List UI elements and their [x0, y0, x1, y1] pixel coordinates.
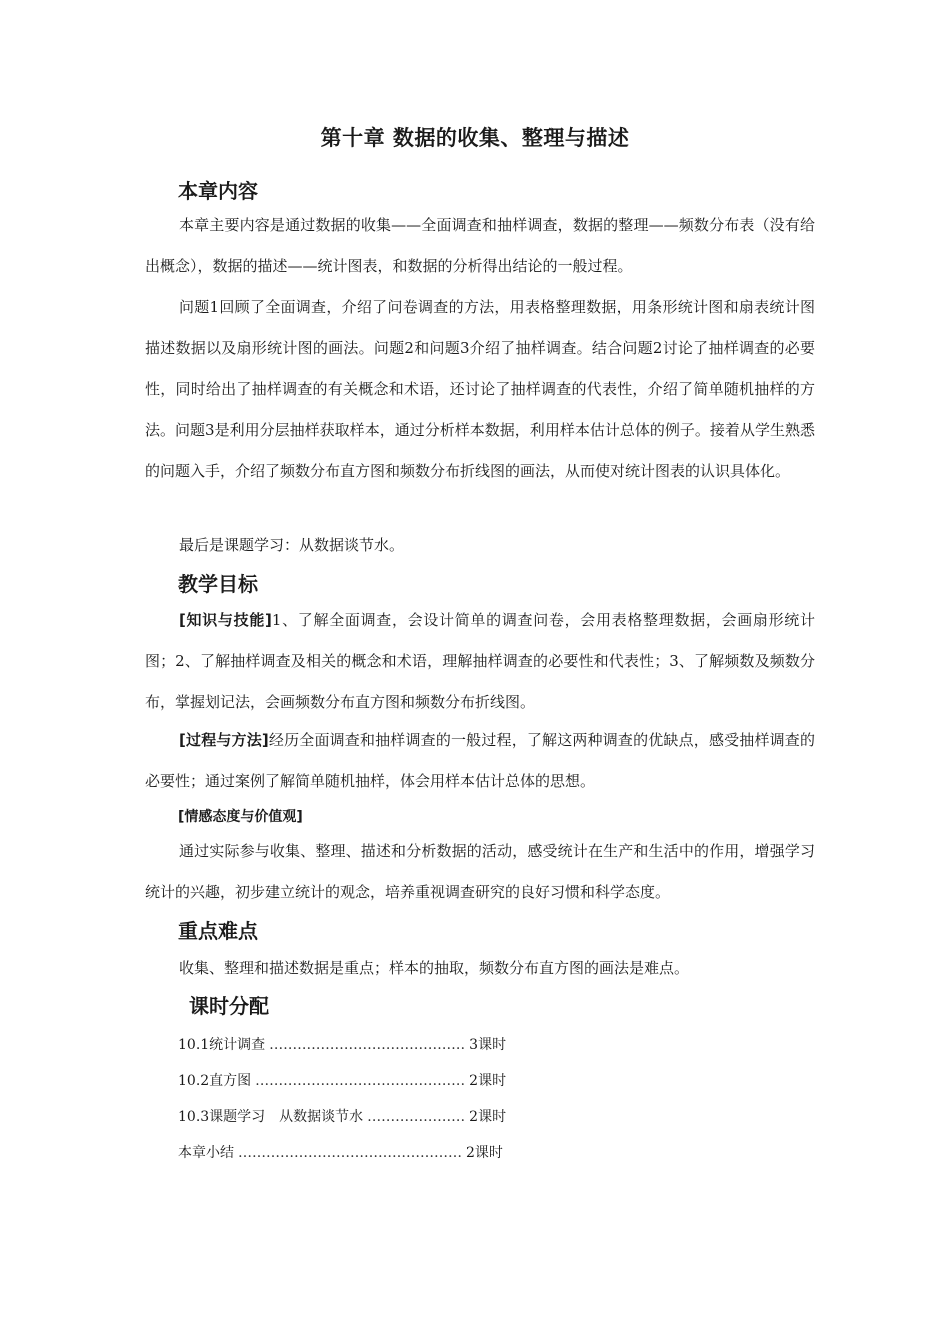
heading-schedule: 课时分配: [189, 994, 269, 1018]
schedule-item-hours: 2课时: [466, 1145, 503, 1161]
schedule-item-dots: …………………………………………: [238, 1145, 462, 1161]
knowledge-text: 1、了解全面调查，会设计简单的调查问卷，会用表格整理数据，会画扇形统计图；2、了解抽样调查及相关的概念和术语，理解抽样调查的必要性和代表性；3、了解频数及频数分布，掌握划记法，会画频数分布直方图和频数分布折线图。: [145, 611, 815, 711]
schedule-item-hours: 2课时: [469, 1073, 507, 1089]
goals-knowledge: [145, 600, 815, 723]
heading-content: 本章内容: [178, 179, 258, 203]
schedule-item-dots: …………………: [367, 1109, 466, 1125]
heading-key-points: 重点难点: [178, 919, 258, 943]
schedule-item-name: 10.3课题学习 从数据谈节水: [178, 1109, 364, 1125]
schedule-list: [178, 1027, 506, 1171]
schedule-row: [178, 1063, 506, 1099]
content-paragraph-2: 问题1回顾了全面调查，介绍了问卷调查的方法，用表格整理数据，用条形统计图和扇表统计图描述数据以及扇形统计图的画法。问题2和问题3介绍了抽样调查。结合问题2讨论了抽样调查的必要性，同时给出了抽样调查的有关概念和术语，还讨论了抽样调查的代表性，介绍了简单随机抽样的方法。问题3是利用分层抽样获取样本，通过分析样本数据，利用样本估计总体的例子。接着从学生熟悉的问题入手，介绍了频数分布直方图和频数分布折线图的画法，从而使对统计图表的认识具体化。: [145, 298, 815, 480]
content-paragraph-3: 最后是课题学习：从数据谈节水。: [179, 536, 405, 554]
process-text: 经历全面调查和抽样调查的一般过程，了解这两种调查的优缺点，感受抽样调查的必要性；通过案例了解简单随机抽样，体会用样本估计总体的思想。: [145, 731, 815, 790]
schedule-item-name: 10.1统计调查: [178, 1037, 266, 1053]
schedule-item-dots: ………………………………………: [255, 1073, 466, 1089]
schedule-row: [178, 1099, 506, 1135]
schedule-item-name: 10.2直方图: [178, 1073, 252, 1089]
schedule-row: [178, 1135, 506, 1171]
goals-process: [145, 720, 815, 802]
schedule-item-dots: ……………………………………: [269, 1037, 466, 1053]
emotion-tag: [情感态度与价值观]: [178, 809, 303, 825]
schedule-row: [178, 1027, 506, 1063]
content-paragraph-1: 本章主要内容是通过数据的收集——全面调查和抽样调查，数据的整理——频数分布表（没有给出概念），数据的描述——统计图表，和数据的分析得出结论的一般过程。: [145, 216, 815, 275]
goals-emotion: 通过实际参与收集、整理、描述和分析数据的活动，感受统计在生产和生活中的作用，增强学习统计的兴趣，初步建立统计的观念，培养重视调查研究的良好习惯和科学态度。: [145, 842, 815, 901]
heading-goals: 教学目标: [178, 572, 258, 596]
schedule-item-name: 本章小结: [178, 1145, 234, 1161]
process-tag: [过程与方法]: [179, 731, 269, 749]
knowledge-tag: [知识与技能]: [179, 611, 272, 629]
schedule-item-hours: 3课时: [469, 1037, 507, 1053]
schedule-item-hours: 2课时: [469, 1109, 507, 1125]
key-points-text: 收集、整理和描述数据是重点；样本的抽取，频数分布直方图的画法是难点。: [179, 959, 690, 977]
chapter-title: 第十章 数据的收集、整理与描述: [320, 126, 630, 150]
